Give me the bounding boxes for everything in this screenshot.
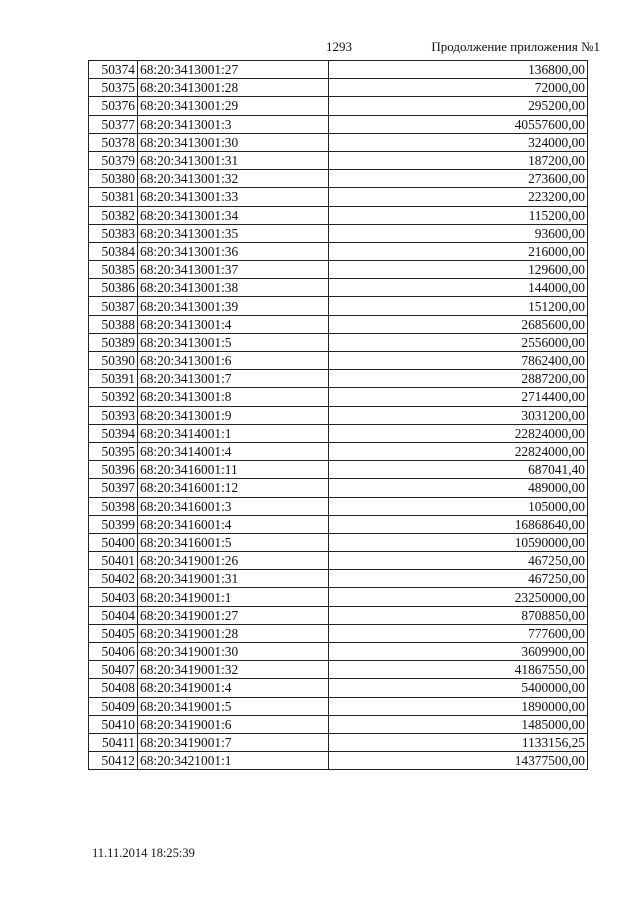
cadastral-value: 8708850,00	[329, 606, 588, 624]
row-number: 50386	[89, 279, 138, 297]
cadastral-number: 68:20:3413001:30	[138, 133, 329, 151]
table-row	[89, 697, 588, 715]
row-number: 50380	[89, 170, 138, 188]
cadastral-value: 10590000,00	[329, 533, 588, 551]
cadastral-number: 68:20:3413001:34	[138, 206, 329, 224]
cadastral-number: 68:20:3419001:1	[138, 588, 329, 606]
cadastral-value: 489000,00	[329, 479, 588, 497]
table-row	[89, 643, 588, 661]
cadastral-number: 68:20:3419001:31	[138, 570, 329, 588]
cadastral-value: 223200,00	[329, 188, 588, 206]
table-row	[89, 588, 588, 606]
footer-timestamp: 11.11.2014 18:25:39	[92, 846, 195, 860]
table-row	[89, 479, 588, 497]
cadastral-value: 2714400,00	[329, 388, 588, 406]
cadastral-number: 68:20:3414001:4	[138, 442, 329, 460]
cadastral-value: 324000,00	[329, 133, 588, 151]
row-number: 50393	[89, 406, 138, 424]
table-row	[89, 170, 588, 188]
table-row	[89, 333, 588, 351]
table-row	[89, 133, 588, 151]
table-row	[89, 515, 588, 533]
cadastral-value: 115200,00	[329, 206, 588, 224]
table-row	[89, 679, 588, 697]
cadastral-number: 68:20:3413001:5	[138, 333, 329, 351]
cadastral-number: 68:20:3416001:11	[138, 461, 329, 479]
table-row	[89, 352, 588, 370]
cadastral-value: 5400000,00	[329, 679, 588, 697]
cadastral-number: 68:20:3413001:4	[138, 315, 329, 333]
table-row	[89, 206, 588, 224]
table-row	[89, 315, 588, 333]
row-number: 50387	[89, 297, 138, 315]
cadastral-value: 129600,00	[329, 261, 588, 279]
row-number: 50390	[89, 352, 138, 370]
cadastral-number: 68:20:3413001:6	[138, 352, 329, 370]
table-row	[89, 370, 588, 388]
row-number: 50384	[89, 242, 138, 260]
cadastral-number: 68:20:3416001:5	[138, 533, 329, 551]
row-number: 50388	[89, 315, 138, 333]
cadastral-number: 68:20:3419001:28	[138, 624, 329, 642]
cadastral-value: 2685600,00	[329, 315, 588, 333]
table-row	[89, 406, 588, 424]
row-number: 50396	[89, 461, 138, 479]
row-number: 50394	[89, 424, 138, 442]
cadastral-value: 777600,00	[329, 624, 588, 642]
cadastral-value: 72000,00	[329, 79, 588, 97]
cadastral-number: 68:20:3413001:36	[138, 242, 329, 260]
cadastral-value: 22824000,00	[329, 424, 588, 442]
row-number: 50381	[89, 188, 138, 206]
table-row	[89, 61, 588, 79]
table-row	[89, 606, 588, 624]
table-row	[89, 115, 588, 133]
cadastral-number: 68:20:3413001:38	[138, 279, 329, 297]
cadastral-value: 3031200,00	[329, 406, 588, 424]
cadastral-value: 144000,00	[329, 279, 588, 297]
row-number: 50398	[89, 497, 138, 515]
row-number: 50404	[89, 606, 138, 624]
cadastral-number: 68:20:3413001:35	[138, 224, 329, 242]
cadastral-value: 1133156,25	[329, 733, 588, 751]
row-number: 50383	[89, 224, 138, 242]
cadastral-value: 40557600,00	[329, 115, 588, 133]
row-number: 50412	[89, 752, 138, 770]
cadastral-value: 7862400,00	[329, 352, 588, 370]
row-number: 50409	[89, 697, 138, 715]
cadastral-value: 216000,00	[329, 242, 588, 260]
row-number: 50403	[89, 588, 138, 606]
table-row	[89, 261, 588, 279]
row-number: 50397	[89, 479, 138, 497]
cadastral-number: 68:20:3419001:26	[138, 552, 329, 570]
cadastral-number: 68:20:3413001:33	[138, 188, 329, 206]
table-row	[89, 224, 588, 242]
cadastral-value: 467250,00	[329, 570, 588, 588]
cadastral-value: 23250000,00	[329, 588, 588, 606]
cadastral-value: 2887200,00	[329, 370, 588, 388]
row-number: 50375	[89, 79, 138, 97]
cadastral-value: 22824000,00	[329, 442, 588, 460]
row-number: 50405	[89, 624, 138, 642]
cadastral-number: 68:20:3419001:27	[138, 606, 329, 624]
cadastral-number: 68:20:3413001:28	[138, 79, 329, 97]
row-number: 50382	[89, 206, 138, 224]
table-row	[89, 388, 588, 406]
table-row	[89, 715, 588, 733]
cadastral-number: 68:20:3413001:9	[138, 406, 329, 424]
row-number: 50385	[89, 261, 138, 279]
cadastral-number: 68:20:3413001:8	[138, 388, 329, 406]
cadastral-value: 273600,00	[329, 170, 588, 188]
table-row	[89, 151, 588, 169]
cadastral-number: 68:20:3419001:30	[138, 643, 329, 661]
table-row	[89, 661, 588, 679]
cadastral-number: 68:20:3416001:3	[138, 497, 329, 515]
registry-table	[88, 60, 588, 770]
row-number: 50379	[89, 151, 138, 169]
registry-table-body	[89, 61, 588, 770]
cadastral-number: 68:20:3413001:31	[138, 151, 329, 169]
row-number: 50406	[89, 643, 138, 661]
table-row	[89, 461, 588, 479]
cadastral-number: 68:20:3416001:12	[138, 479, 329, 497]
row-number: 50392	[89, 388, 138, 406]
cadastral-number: 68:20:3413001:3	[138, 115, 329, 133]
cadastral-value: 3609900,00	[329, 643, 588, 661]
row-number: 50378	[89, 133, 138, 151]
cadastral-number: 68:20:3419001:32	[138, 661, 329, 679]
table-row	[89, 497, 588, 515]
table-row	[89, 442, 588, 460]
cadastral-value: 151200,00	[329, 297, 588, 315]
row-number: 50376	[89, 97, 138, 115]
cadastral-value: 136800,00	[329, 61, 588, 79]
table-row	[89, 188, 588, 206]
row-number: 50407	[89, 661, 138, 679]
cadastral-value: 687041,40	[329, 461, 588, 479]
table-row	[89, 733, 588, 751]
cadastral-value: 16868640,00	[329, 515, 588, 533]
cadastral-number: 68:20:3419001:5	[138, 697, 329, 715]
cadastral-value: 14377500,00	[329, 752, 588, 770]
table-row	[89, 570, 588, 588]
table-row	[89, 297, 588, 315]
cadastral-value: 295200,00	[329, 97, 588, 115]
row-number: 50399	[89, 515, 138, 533]
cadastral-value: 467250,00	[329, 552, 588, 570]
table-row	[89, 279, 588, 297]
table-row	[89, 97, 588, 115]
row-number: 50400	[89, 533, 138, 551]
page-number: 1293	[326, 39, 352, 54]
cadastral-number: 68:20:3413001:29	[138, 97, 329, 115]
cadastral-value: 1485000,00	[329, 715, 588, 733]
cadastral-number: 68:20:3413001:39	[138, 297, 329, 315]
row-number: 50410	[89, 715, 138, 733]
table-row	[89, 752, 588, 770]
row-number: 50374	[89, 61, 138, 79]
cadastral-value: 187200,00	[329, 151, 588, 169]
row-number: 50389	[89, 333, 138, 351]
cadastral-number: 68:20:3416001:4	[138, 515, 329, 533]
table-row	[89, 242, 588, 260]
cadastral-value: 2556000,00	[329, 333, 588, 351]
cadastral-value: 1890000,00	[329, 697, 588, 715]
cadastral-value: 105000,00	[329, 497, 588, 515]
table-row	[89, 533, 588, 551]
cadastral-number: 68:20:3413001:32	[138, 170, 329, 188]
cadastral-number: 68:20:3413001:37	[138, 261, 329, 279]
cadastral-number: 68:20:3413001:7	[138, 370, 329, 388]
cadastral-number: 68:20:3414001:1	[138, 424, 329, 442]
row-number: 50411	[89, 733, 138, 751]
table-row	[89, 552, 588, 570]
cadastral-value: 93600,00	[329, 224, 588, 242]
cadastral-number: 68:20:3419001:4	[138, 679, 329, 697]
cadastral-number: 68:20:3421001:1	[138, 752, 329, 770]
table-row	[89, 424, 588, 442]
row-number: 50401	[89, 552, 138, 570]
table-row	[89, 79, 588, 97]
cadastral-value: 41867550,00	[329, 661, 588, 679]
cadastral-number: 68:20:3419001:6	[138, 715, 329, 733]
cadastral-number: 68:20:3413001:27	[138, 61, 329, 79]
page-caption: Продолжение приложения №1	[431, 39, 600, 54]
row-number: 50402	[89, 570, 138, 588]
cadastral-number: 68:20:3419001:7	[138, 733, 329, 751]
row-number: 50377	[89, 115, 138, 133]
row-number: 50408	[89, 679, 138, 697]
row-number: 50395	[89, 442, 138, 460]
row-number: 50391	[89, 370, 138, 388]
table-row	[89, 624, 588, 642]
